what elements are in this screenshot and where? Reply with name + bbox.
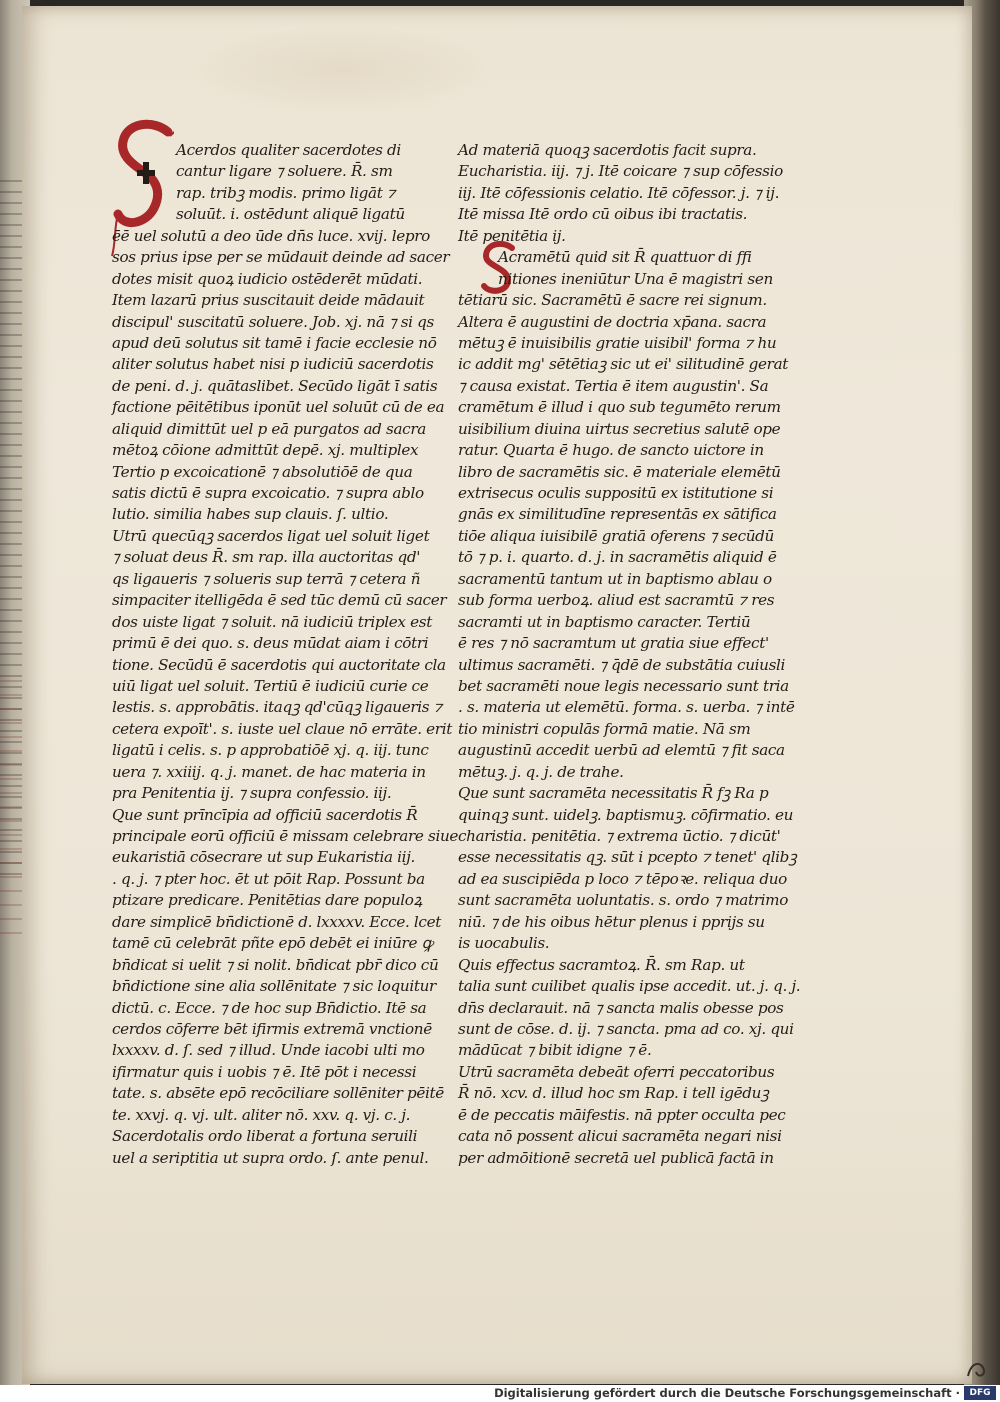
- text-line: ratur. Quarta ē hugo. de sancto uictore in: [458, 441, 764, 460]
- paper-stain: [182, 24, 502, 114]
- text-line: talia sunt cuilibet qualis ipse accedit. ut. j. q. j.: [458, 977, 801, 996]
- text-line: Itē penitētia ij.: [458, 226, 566, 245]
- text-line: ⁊ soluat deus R̄. sm rap. illa auctoritas qd': [112, 548, 421, 567]
- text-line: cetera expoīt'. s. iuste uel claue nō errāte. erit: [112, 719, 452, 738]
- text-line: tō ⁊ p. i. quarto. d. j. in sacramētis aliquid ē: [458, 548, 777, 567]
- text-line: niū. ⁊ de his oibus hētur plenus i pprijs su: [458, 912, 765, 931]
- text-line: discipul' suscitatū soluere. Job. xj. nā ⁊ si qs: [112, 312, 434, 331]
- text-line: cerdos cōferre bēt ifirmis extremā vnctionē: [112, 1019, 432, 1038]
- text-line: Itē missa Itē ordo cū oibus ibi tractatis.: [458, 205, 748, 224]
- text-line: tione. Secūdū ē sacerdotis qui auctoritate cla: [112, 655, 446, 674]
- text-line: tio ministri copulās formā matie. Nā sm: [458, 719, 751, 738]
- text-line: de peni. d. j. quātaslibet. Secūdo ligāt ī satis: [112, 376, 438, 395]
- text-line: Eucharistia. iij. ⁊ j. Itē coicare ⁊ sup cōfessio: [458, 162, 783, 181]
- text-line: ultimus sacramēti. ⁊ q̄dē de substātia cuiusli: [458, 655, 786, 674]
- text-line: extrisecus oculis suppositū ex istitutione si: [458, 484, 774, 502]
- text-line: Utrū sacramēta debeāt oferri peccatoribus: [458, 1062, 775, 1081]
- text-line: Item lazarū prius suscitauit deide mādauit: [112, 291, 425, 310]
- text-line: soluūt. i. ostēdunt aliquē ligatū: [176, 205, 405, 224]
- text-line: bet sacramēti noue legis necessario sunt tria: [458, 676, 789, 695]
- text-line: lestis. s. approbātis. itaqꝫ qd'cūqꝫ ligaueris ⁊: [112, 698, 443, 717]
- text-line: sacramentū tantum ut in baptismo ablau o: [458, 569, 772, 588]
- text-line: ifirmatur quis i uobis ⁊ ē. Itē pōt i necessi: [112, 1062, 417, 1081]
- text-line: is uocabulis.: [458, 934, 550, 953]
- text-line: mādūcat ⁊ bibit idigne ⁊ ē.: [458, 1041, 652, 1060]
- text-line: aliquid dimittūt uel p eā purgatos ad sacra: [112, 419, 426, 438]
- text-line: aliter solutus habet nisi p iudiciū sacerdotis: [112, 355, 434, 374]
- text-line: Ad materiā quoqꝫ sacerdotis facit supra.: [458, 141, 757, 159]
- text-line: gnās ex similitudīne representās ex sātifica: [458, 505, 777, 524]
- text-line: R̄ nō. xcv. d. illud hoc sm Rap. i tell igēduꝫ: [458, 1084, 769, 1103]
- text-line: bn̄dicat si uelit ⁊ si nolit. bn̄dicat pbr̄ dico cū: [112, 955, 439, 974]
- text-line: Que sunt sacramēta necessitatis R̄ fꝫ Ra p: [458, 784, 769, 803]
- text-line: uera ⁊. xxiiij. q. j. manet. de hac materia in: [112, 762, 426, 781]
- text-line: dotes misit quoꝝ iudicio ostēderēt mūdati.: [112, 269, 423, 288]
- text-line: cramētum ē illud i quo sub tegumēto rerum: [458, 398, 781, 417]
- text-line: Quis effectus sacramtoꝝ. R̄. sm Rap. ut: [458, 955, 745, 974]
- footer-bar: [0, 1385, 1000, 1402]
- text-line: sunt sacramēta uoluntatis. s. ordo ⁊ matrimo: [458, 891, 788, 910]
- text-line: tate. s. absēte epō recōciliare sollēniter pēitē: [112, 1084, 444, 1103]
- text-line: bn̄dictione sine alia sollēnitate ⁊ sic loquitur: [112, 977, 436, 996]
- text-line: Que sunt prīncīpia ad officiū sacerdotis R̄: [112, 805, 418, 824]
- text-line: Altera ē augustini de doctria xp̄ana. sacra: [458, 312, 767, 331]
- text-line: ē de peccatis māifestis. nā ppter occulta pec: [458, 1105, 786, 1124]
- text-line: uiū ligat uel soluit. Tertiū ē iudiciū curie ce: [112, 676, 429, 695]
- text-line: mētuꝫ. j. q. j. de trahe.: [458, 762, 624, 781]
- text-line: qs ligaueris ⁊ solueris sup terrā ⁊ cetera ñ: [112, 569, 421, 588]
- text-line: . s. materia ut elemētū. forma. s. uerba. ⁊ intē: [458, 698, 795, 717]
- text-line: . q. j. ⁊ pter hoc. ēt ut pōit Rap. Possunt ba: [112, 869, 425, 888]
- text-line: tiōe aliqua iuisibilē gratiā oferens ⁊ secūdū: [458, 526, 774, 545]
- text-line: rap. tribꝫ modis. primo ligāt ⁊: [176, 183, 396, 202]
- text-line: mētuꝫ ē inuisibilis gratie uisibil' forma ⁊ hu: [458, 333, 777, 352]
- text-line: Tertio p excoicationē ⁊ absolutiōē de qua: [112, 462, 413, 481]
- text-line: dare simplicē bn̄dictionē d. lxxxxv. Ecce. lcet: [112, 912, 441, 931]
- text-line: ad ea suscipiēda p loco ⁊ tēpoꝛe. reliqua duo: [458, 869, 787, 888]
- text-line: per admōitionē secretā uel publicā factā in: [458, 1148, 774, 1167]
- text-line: lxxxxv. d. ſ. sed ⁊ illud. Unde iacobi ulti mo: [112, 1041, 425, 1060]
- text-line: uisibilium diuina uirtus secretius salutē ope: [458, 419, 781, 438]
- text-line: ēē uel solutū a deo ūde dn̄s luce. xvij. lepro: [112, 226, 430, 245]
- text-line: Acramētū quid sit R̄ quattuor di ffi: [498, 248, 752, 267]
- text-line: charistia. penitētia. ⁊ extrema ūctio. ⁊ dicūt': [458, 827, 781, 845]
- text-column-left: [112, 140, 459, 1169]
- dfg-logo: DFG: [964, 1386, 996, 1400]
- text-column-right: [458, 140, 803, 1169]
- page-corner-mark: [962, 1352, 992, 1382]
- text-line: ligatū i celis. s. p approbatiōē xj. q. iij. tunc: [112, 741, 429, 760]
- facing-page-rubric-fragments: [0, 680, 24, 940]
- text-line: ic addit mg' sētētiaꝫ sic ut ei' silitudinē gerat: [458, 355, 789, 374]
- text-line: Sacerdotalis ordo liberat a fortuna seruili: [112, 1127, 418, 1146]
- text-line: primū ē dei quo. s. deus mūdat aiam i cōtri: [112, 634, 429, 653]
- text-line: esse necessitatis qꝫ. sūt i pcepto ⁊ tenet' qlibꝫ: [458, 848, 797, 867]
- text-line: apud deū solutus sit tamē i facie ecclesie nō: [112, 333, 437, 352]
- text-line: lutio. similia habes sup clauis. ſ. ultio.: [112, 505, 389, 524]
- text-line: sunt de cōse. d. ij. ⁊ sancta. pma ad co. xj. qui: [458, 1019, 794, 1038]
- footer-credit: Digitalisierung gefördert durch die Deutsche Forschungsgemeinschaft ·: [494, 1386, 960, 1400]
- text-line: Acerdos qualiter sacerdotes di: [176, 141, 401, 159]
- text-line: ptizare predicare. Penitētias dare populoꝝ: [112, 891, 423, 910]
- text-line: satis dictū ē supra excoicatio. ⁊ supra ablo: [112, 484, 424, 502]
- text-line: te. xxvj. q. vj. ult. aliter nō. xxv. q. vj. c. j.: [112, 1105, 411, 1124]
- text-line: tamē cū celebrāt pñte epō debēt ei iniūre ꝙ: [112, 934, 433, 953]
- text-line: simpaciter itelligēda ē sed tūc demū cū sacer: [112, 591, 447, 610]
- text-line: Utrū quecūqꝫ sacerdos ligat uel soluit liget: [112, 526, 430, 545]
- text-line: cantur ligare ⁊ soluere. R̄. sm: [176, 162, 393, 181]
- text-line: mētoꝝ cōione admittūt depē. xj. multiplex: [112, 441, 419, 460]
- text-line: eukaristiā cōsecrare ut sup Eukaristia iij.: [112, 848, 416, 867]
- text-line: ⁊ causa existat. Tertia ē item augustin'. Sa: [458, 376, 769, 395]
- text-line: principale eorū officiū ē missam celebrare siue: [112, 827, 459, 845]
- text-line: augustinū accedit uerbū ad elemtū ⁊ fit saca: [458, 741, 785, 760]
- text-line: pra Penitentia ij. ⁊ supra confessio. iij.: [112, 784, 392, 803]
- text-line: sub forma uerboꝝ. aliud est sacramtū ⁊ res: [458, 591, 775, 610]
- text-line: factione pēitētibus iponūt uel soluūt cū de ea: [112, 398, 445, 417]
- text-line: dos uiste ligat ⁊ soluit. nā iudiciū triplex est: [112, 612, 432, 631]
- text-line: sacramti ut in baptismo caracter. Tertiū: [458, 612, 751, 631]
- text-line: cata nō possent alicui sacramēta negari nisi: [458, 1127, 782, 1146]
- text-line: dictū. c. Ecce. ⁊ de hoc sup Bn̄dictio. Itē sa: [112, 998, 427, 1017]
- text-line: uel a seriptitia ut supra ordo. ſ. ante penul.: [112, 1148, 429, 1167]
- text-line: sos prius ipse per se mūdauit deinde ad sacer: [112, 248, 450, 267]
- text-line: ē res ⁊ nō sacramtum ut gratia siue effect': [458, 634, 769, 653]
- text-line: tētiarū sic. Sacramētū ē sacre rei signum.: [458, 291, 767, 310]
- text-line: libro de sacramētis sic. ē materiale elemētū: [458, 462, 781, 481]
- text-line: nitiones ineniūtur Una ē magistri sen: [498, 269, 773, 288]
- text-line: iij. Itē cōfessionis celatio. Itē cōfessor. j. ⁊ ij.: [458, 183, 780, 202]
- text-line: dn̄s declarauit. nā ⁊ sancta malis obesse pos: [458, 998, 784, 1017]
- text-line: quinqꝫ sunt. uidelꝫ. baptismuꝫ. cōfirmatio. eu: [458, 805, 794, 824]
